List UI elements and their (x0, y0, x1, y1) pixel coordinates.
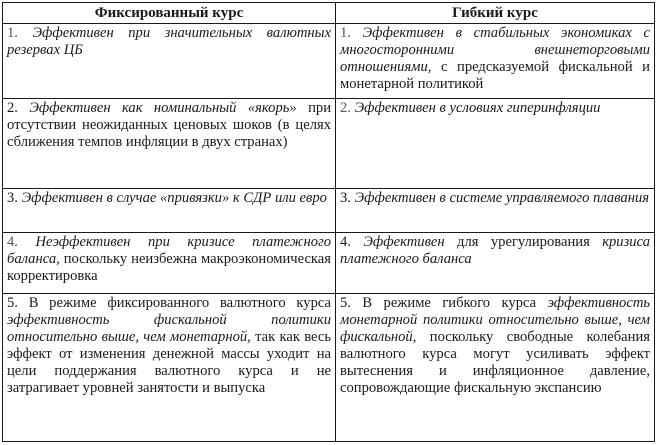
item-number: 2. (340, 100, 355, 117)
italic-text-2: кризиса платежного баланса (340, 233, 650, 267)
italic-text: Неэффективен при кризисе платежного баланса, (7, 233, 332, 267)
plain-text-lead: В режиме гибкого курса (362, 295, 548, 312)
cell-flexible-3 (336, 189, 655, 233)
table-row (3, 99, 655, 189)
cell-fixed-2 (3, 99, 336, 189)
italic-text: Эффективен в системе управляемого плавания (354, 190, 650, 207)
table-row (3, 232, 655, 293)
header-row (3, 3, 655, 24)
cell-flexible-5 (336, 294, 655, 442)
plain-text: при отсутствии неожиданных ценовых шоков (в целях сближения темпов инфляции в двух странах) (7, 100, 331, 151)
italic-text: Эффективен в стабильных экономиках с многосторонними внешнеторговыми отношениями, (340, 25, 650, 75)
comparison-table (2, 2, 655, 442)
item-number: 5. (7, 295, 29, 312)
header-flexible-rate: Гибкий курс (336, 3, 655, 24)
cell-flexible-1 (336, 24, 655, 99)
cell-fixed-4 (3, 232, 336, 293)
plain-text: поскольку неизбежна макроэкономическая корректировка (7, 250, 331, 284)
italic-text: эффективность фискальной политики относительно выше, чем монетарной, (7, 312, 331, 346)
item-number: 3. (7, 190, 22, 207)
plain-text: поскольку свободные колебания валютного курса могут усиливать эффект вытеснения и инфляционное давление, сопровождающие фискальную экспансию (340, 329, 650, 397)
item-number: 1. (7, 25, 33, 41)
italic-text: Эффективен как номинальный «якорь» (29, 100, 297, 117)
italic-text: эффективность монетарной политики относительно выше, чем фискальной, (340, 295, 651, 346)
italic-text: Эффективен при значительных валютных резервах ЦБ (7, 25, 332, 58)
table-row (3, 294, 655, 442)
cell-fixed-3 (3, 189, 336, 233)
plain-text: для урегулирования (444, 233, 603, 250)
plain-text-lead: В режиме фиксированного валютного курса (28, 295, 332, 312)
italic-text: Эффективен в условиях гиперинфляции (354, 100, 601, 117)
cell-flexible-4 (336, 232, 655, 293)
italic-text: Эффективен в случае «привязки» к СДР или евро (21, 190, 327, 207)
table-row (3, 24, 655, 99)
item-number: 3. (340, 190, 355, 207)
item-number: 4. (340, 233, 364, 250)
plain-text: с предсказуемой фискальной и монетарной политикой (340, 59, 650, 92)
italic-text: Эффективен (363, 233, 445, 250)
table-row (3, 189, 655, 233)
header-fixed-rate: Фиксированный курс (3, 3, 336, 24)
cell-fixed-1 (3, 24, 336, 99)
item-number: 5. (340, 295, 363, 312)
item-number: 2. (7, 100, 30, 117)
plain-text: так как весь эффект от изменения денежной массы уходит на цели поддержания валютного курса и не затрагивает уровней занятости и выпуска (7, 329, 331, 397)
item-number: 4. (7, 233, 36, 250)
cell-flexible-2 (336, 99, 655, 189)
item-number: 1. (340, 25, 363, 41)
cell-fixed-5 (3, 294, 336, 442)
